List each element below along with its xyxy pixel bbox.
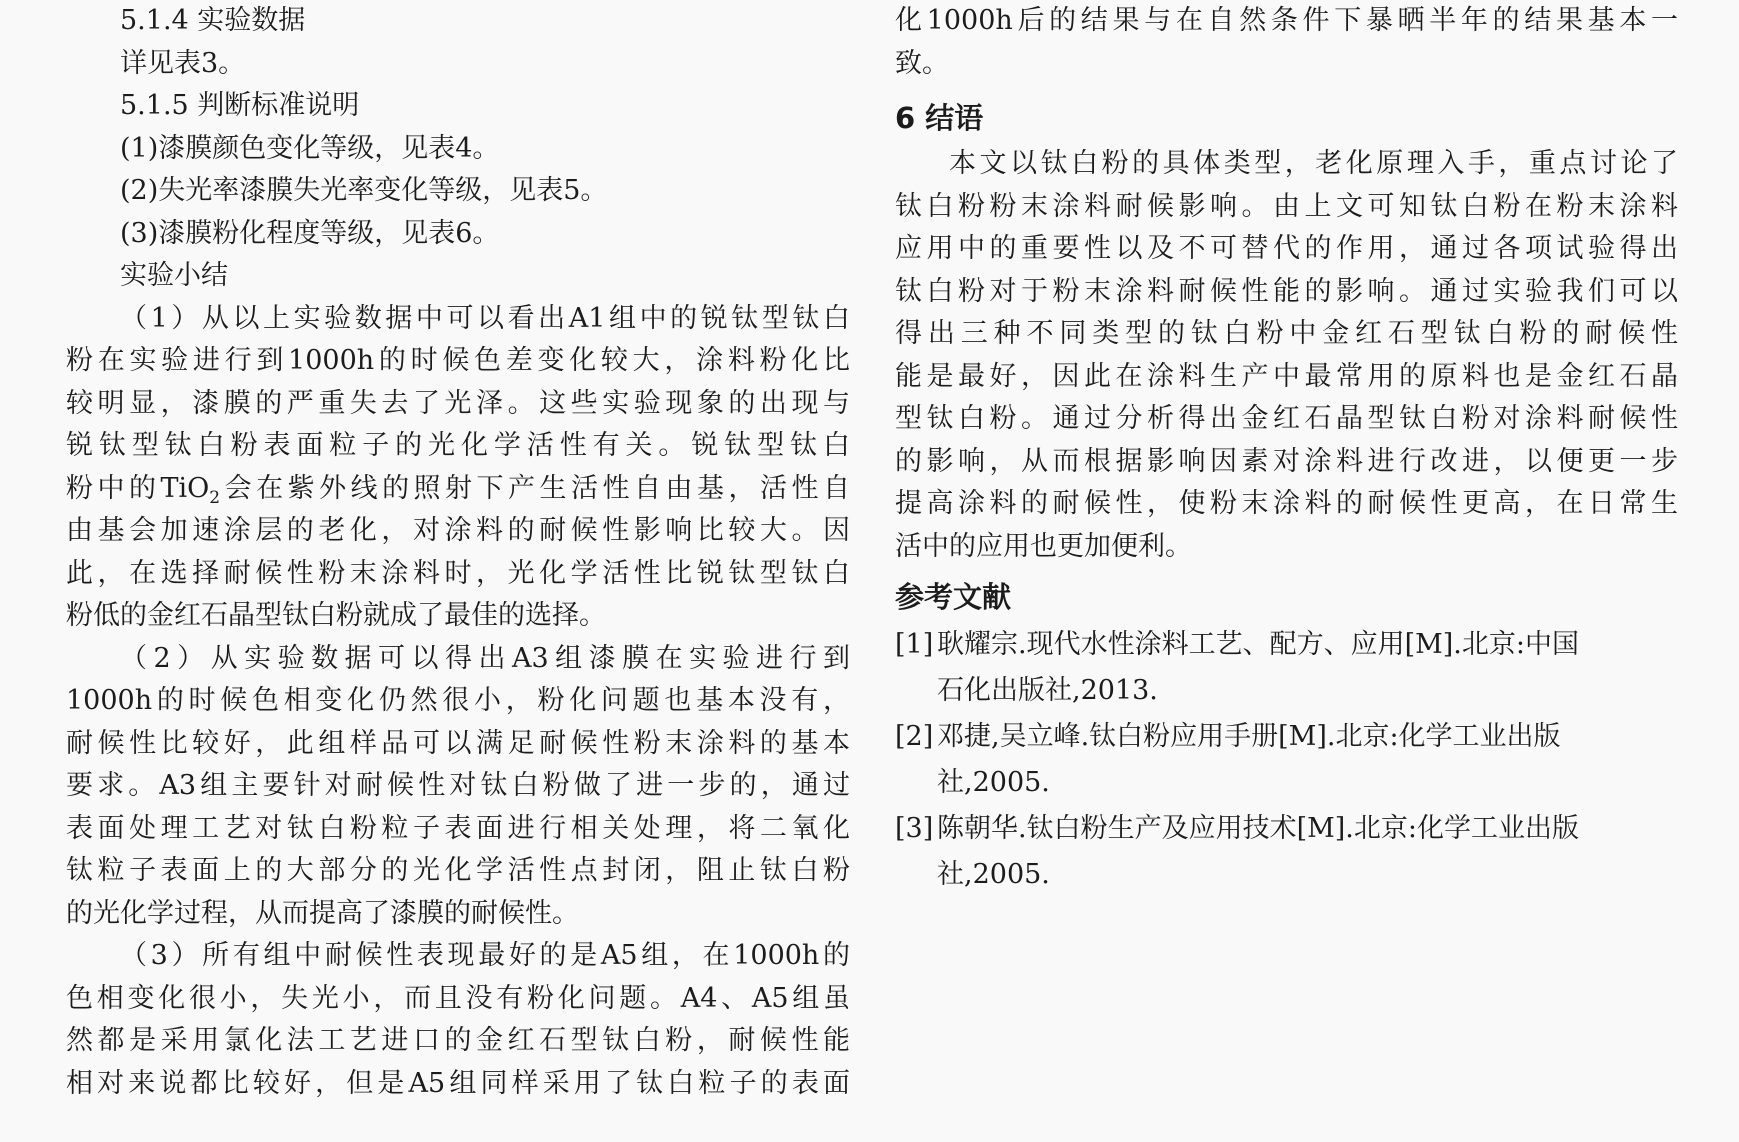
text-line: 锐钛型钛白粉表面粒子的光化学活性有关。锐钛型钛白 <box>66 430 850 461</box>
text-line-with-formula <box>66 468 850 511</box>
criteria-item: (3)漆膜粉化程度等级，见表6。 <box>120 217 500 249</box>
section-text-5-1-4: 详见表3。 <box>120 47 246 79</box>
text-line: 表面处理工艺对钛白粉粒子表面进行相关处理，将二氧化 <box>66 812 850 844</box>
reference-text: 耿耀宗.现代水性涂料工艺、配方、应用[M].北京:中国 <box>937 629 1579 660</box>
text-line: 钛粒子表面上的大部分的光化学活性点封闭，阻止钛白粉 <box>66 855 850 886</box>
summary-title: 实验小结 <box>120 260 228 291</box>
reference-item <box>895 622 1678 714</box>
text-line: 应用中的重要性以及不可替代的作用，通过各项试验得出 <box>895 233 1678 264</box>
text-line: 然都是采用氯化法工艺进口的金红石型钛白粉，耐候性能 <box>66 1025 850 1056</box>
text-line: 较明显，漆膜的严重失去了光泽。这些实验现象的出现与 <box>66 387 850 419</box>
text-line: 要求。A3组主要针对耐候性对钛白粉做了进一步的，通过 <box>66 770 850 801</box>
text-line: 色相变化很小，失光小，而且没有粉化问题。A4、A5组虽 <box>66 982 850 1014</box>
paragraph-1 <box>66 298 850 638</box>
text-line: 本文以钛白粉的具体类型，老化原理入手，重点讨论了 <box>949 148 1678 179</box>
section-heading-6: 6 结语 <box>895 101 984 135</box>
text-line: 型钛白粉。通过分析得出金红石晶型钛白粉对涂料耐候性 <box>895 403 1678 434</box>
reference-label: [1] <box>895 629 934 660</box>
reference-text-cont: 社,2005. <box>937 859 1050 890</box>
text-line: 致。 <box>895 47 949 79</box>
reference-text-cont: 石化出版社,2013. <box>937 675 1158 706</box>
text-line: 耐候性比较好，此组样品可以满足耐候性粉末涂料的基本 <box>66 727 850 759</box>
text-line: 粉在实验进行到1000h的时候色差变化较大，涂料粉化比 <box>66 345 850 376</box>
section-heading-5-1-4: 5.1.4 实验数据 <box>120 5 306 36</box>
subscript: 2 <box>209 487 221 508</box>
text-line: 提高涂料的耐候性，使粉末涂料的耐候性更高，在日常生 <box>895 488 1678 519</box>
text-line: 化1000h后的结果与在自然条件下暴晒半年的结果基本一 <box>895 5 1678 36</box>
text-line: 由基会加速涂层的老化，对涂料的耐候性影响比较大。因 <box>66 515 850 546</box>
reference-text-cont: 社,2005. <box>937 767 1050 798</box>
text-line: 的光化学过程，从而提高了漆膜的耐候性。 <box>66 897 579 929</box>
text-line: 相对来说都比较好，但是A5组同样采用了钛白粒子的表面 <box>66 1067 850 1099</box>
text-line: 1000h的时候色相变化仍然很小，粉化问题也基本没有， <box>66 685 850 716</box>
criteria-item: (1)漆膜颜色变化等级，见表4。 <box>120 132 500 164</box>
left-column <box>66 0 850 1105</box>
references-list <box>895 622 1678 898</box>
text-line: （1）从以上实验数据中可以看出A1组中的锐钛型钛白 <box>120 302 850 334</box>
text-line: 钛白粉对于粉末涂料耐候性能的影响。通过实验我们可以 <box>895 275 1678 307</box>
conclusion-paragraph <box>895 143 1678 568</box>
text-line: 能是最好，因此在涂料生产中最常用的原料也是金红石晶 <box>895 360 1678 392</box>
text-line: 活中的应用也更加便利。 <box>895 530 1192 562</box>
section-heading-5-1-5: 5.1.5 判断标准说明 <box>120 90 360 121</box>
reference-text: 陈朝华.钛白粉生产及应用技术[M].北京:化学工业出版 <box>937 813 1579 844</box>
text-line: （2）从实验数据可以得出A3组漆膜在实验进行到 <box>120 642 850 674</box>
text-fragment: 会在紫外线的照射下产生活性自由基，活性自 <box>220 472 850 504</box>
text-line: 的影响，从而根据影响因素对涂料进行改进，以便更一步 <box>895 445 1678 477</box>
reference-text: 邓捷,吴立峰.钛白粉应用手册[M].北京:化学工业出版 <box>937 721 1561 752</box>
text-line: 粉低的金红石晶型钛白粉就成了最佳的选择。 <box>66 600 606 631</box>
right-column <box>895 0 1678 898</box>
text-fragment: 粉中的TiO <box>66 472 210 504</box>
criteria-item: (2)失光率漆膜失光率变化等级，见表5。 <box>120 175 608 206</box>
references-heading: 参考文献 <box>895 580 1012 614</box>
reference-item <box>895 714 1678 806</box>
text-line: 此，在选择耐候性粉末涂料时，光化学活性比锐钛型钛白 <box>66 557 850 589</box>
reference-label: [3] <box>895 813 934 844</box>
text-line: 得出三种不同类型的钛白粉中金红石型钛白粉的耐候性 <box>895 318 1678 349</box>
paragraph-2 <box>66 638 850 936</box>
reference-label: [2] <box>895 721 934 752</box>
continued-paragraph <box>895 0 1678 85</box>
paragraph-3 <box>66 935 850 1105</box>
reference-item <box>895 806 1678 898</box>
text-line: （3）所有组中耐候性表现最好的是A5组，在1000h的 <box>120 940 850 971</box>
text-line: 钛白粉粉末涂料耐候影响。由上文可知钛白粉在粉末涂料 <box>895 190 1678 222</box>
